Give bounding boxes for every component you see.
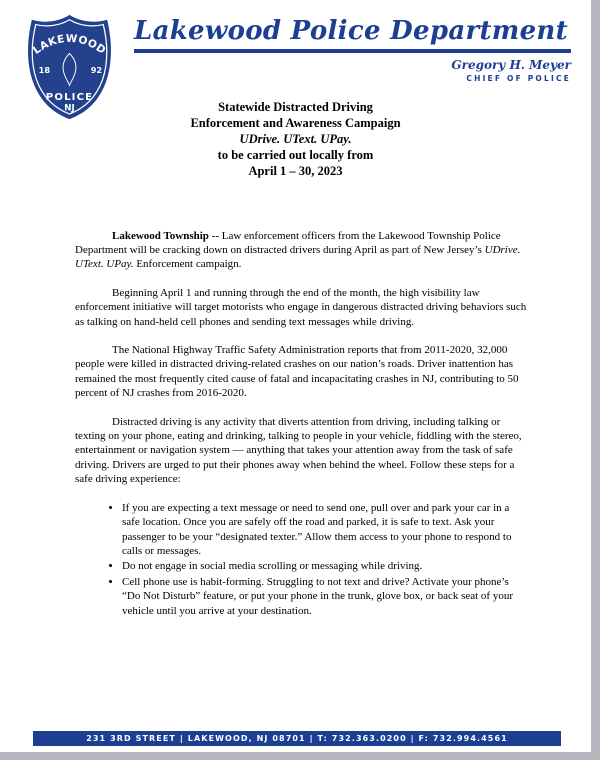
badge-city-text: LAKEWOOD (30, 32, 108, 57)
campaign-name-inline: UDrive. UText. UPay. (75, 244, 521, 271)
footer-address: 231 3RD STREET | LAKEWOOD, NJ 08701 | T: 732.363.0200 | F: 732.994.4561 (86, 734, 508, 743)
campaign-title-line-2: Enforcement and Awareness Campaign (190, 115, 401, 130)
campaign-dates: April 1 – 30, 2023 (248, 163, 343, 178)
badge-police-text: POLICE (45, 91, 94, 103)
badge-year-right-text: 92 (90, 64, 103, 75)
list-item: • Cell phone use is habit-forming. Struggling to not text and drive? Activate your phone’s “Do Not Disturb” feature, or put your phone in the trunk, glove box, or back seat of your vehicle until you arrive at your destination. (122, 575, 527, 618)
department-title: Lakewood Police Department (134, 16, 568, 46)
paragraph-1 (75, 229, 527, 272)
campaign-title-line-4: to be carried out locally from (217, 147, 374, 162)
paragraph-2: Beginning April 1 and running through the end of the month, the high visibility law enforcement initiative will target motorists who engage in dangerous distracted driving behaviors such as talking on hand-held cell phones and sending text messages while driving. (75, 286, 527, 328)
badge-year-left-text: 18 (38, 64, 51, 75)
badge-state-text: NJ (64, 103, 75, 114)
header-rule (134, 49, 571, 53)
dateline: Lakewood Township (112, 229, 209, 242)
paragraph-1-text-a: -- Law enforcement officers from the Lakewood Township Police Department will be cracking down on distracted drivers during April as part of New Jersey’s (75, 229, 501, 257)
campaign-slogan: UDrive. UText. UPay. (239, 131, 352, 146)
list-item: • Do not engage in social media scrolling or messaging while driving. (122, 559, 527, 573)
police-badge-logo (21, 13, 118, 121)
safety-tips-list (75, 501, 527, 618)
press-release-body (75, 229, 527, 618)
chief-block (134, 58, 571, 83)
chief-name: Gregory H. Meyer (451, 57, 571, 72)
footer-contact-bar (33, 731, 561, 746)
list-item: • If you are expecting a text message or need to send one, pull over and park your car in a safe location. Once you are safely off the road and parked, it is safe to text. Ask your passenger to be your “designated texter.” Allow them access to your phone to respond to calls or messages. (122, 501, 527, 559)
paragraph-3: The National Highway Traffic Safety Administration reports that from 2011-2020, 32,000 people were killed in distracted driving-related crashes on our nation’s roads. Driver inattention has remained the most frequently cited cause of fatal and incapacitating crashes in NJ, contributing to 50 percent of NJ crashes from 2016-2020. (75, 344, 519, 400)
paragraph-1-text-b: Enforcement campaign. (133, 258, 242, 271)
paragraph-4: Distracted driving is any activity that diverts attention from driving, including talking or texting on your phone, eating and drinking, talking to people in your vehicle, fiddling with the stereo, entertainment or navigation system — anything that takes your attention away from the task of safe driving. Drivers are urged to put their phones away when behind the wheel. Follow these steps for a safe driving experience: (75, 415, 522, 486)
chief-title: CHIEF OF POLICE (466, 73, 571, 83)
campaign-title-line-1: Statewide Distracted Driving (218, 99, 373, 114)
letterhead (134, 17, 571, 83)
police-badge-icon (21, 13, 118, 121)
